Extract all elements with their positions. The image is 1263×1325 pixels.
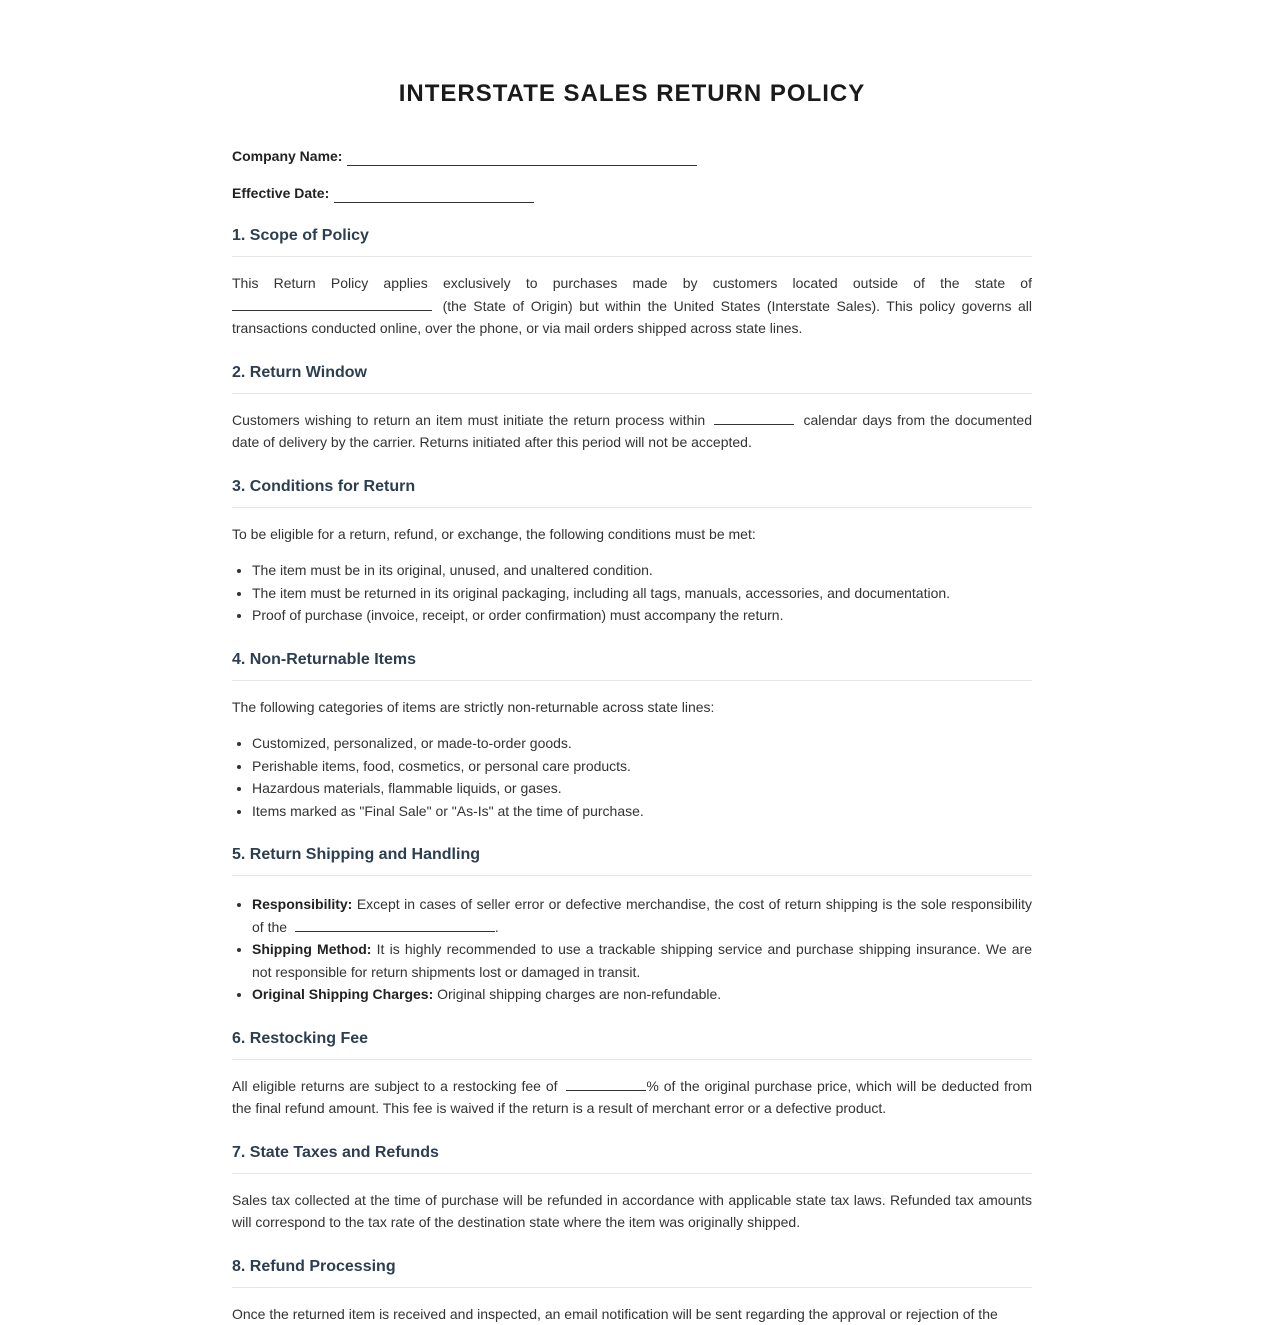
section-heading: 5. Return Shipping and Handling	[232, 845, 1032, 876]
list-item: • Hazardous materials, flammable liquids, or gases.	[252, 777, 1032, 800]
effective-date-field	[232, 183, 1032, 203]
item-label: Shipping Method:	[252, 941, 371, 957]
paragraph-text: Customers wishing to return an item must initiate the return process within	[232, 412, 705, 428]
shipping-list	[232, 893, 1032, 1006]
section-heading: 7. State Taxes and Refunds	[232, 1143, 1032, 1174]
section-paragraph	[232, 272, 1032, 340]
section-paragraph: Once the returned item is received and inspected, an email notification will be sent regarding the approval or rejection of the	[232, 1303, 1032, 1325]
effective-date-label: Effective Date:	[232, 183, 329, 203]
section-heading: 4. Non-Returnable Items	[232, 650, 1032, 681]
company-name-blank[interactable]	[347, 149, 697, 166]
section-heading: 8. Refund Processing	[232, 1257, 1032, 1288]
list-item	[252, 893, 1032, 938]
list-item: • Items marked as "Final Sale" or "As-Is" at the time of purchase.	[252, 800, 1032, 823]
section-intro: The following categories of items are strictly non-returnable across state lines:	[232, 696, 1032, 719]
non-returnable-list	[232, 732, 1032, 822]
document	[232, 0, 1032, 1325]
section-restocking	[232, 1029, 1032, 1120]
return-days-blank[interactable]	[714, 410, 794, 425]
list-item: • Customized, personalized, or made-to-order goods.	[252, 732, 1032, 755]
paragraph-text: (the State of Origin) but within the United States (Interstate Sales). This policy governs all transactions conducted online, over the phone, or via mail orders shipped across state lines.	[232, 298, 1032, 337]
list-item: • Proof of purchase (invoice, receipt, or order confirmation) must accompany the return.	[252, 604, 1032, 627]
section-heading: 6. Restocking Fee	[232, 1029, 1032, 1060]
item-text: It is highly recommended to use a trackable shipping service and purchase shipping insurance. We are not responsible for return shipments lost or damaged in transit.	[252, 941, 1032, 980]
section-scope	[232, 226, 1032, 340]
state-of-origin-blank[interactable]	[232, 296, 432, 311]
list-item: • The item must be returned in its original packaging, including all tags, manuals, accessories, and documentation.	[252, 582, 1032, 605]
list-item: • The item must be in its original, unused, and unaltered condition.	[252, 559, 1032, 582]
paragraph-text: % of the original purchase price, which will be deducted from the final refund amount. This fee is waived if the return is a result of merchant error or a defective product.	[232, 1078, 1032, 1117]
shipping-responsibility-blank[interactable]	[295, 917, 495, 932]
section-paragraph	[232, 409, 1032, 454]
item-text: Except in cases of seller error or defective merchandise, the cost of return shipping is the sole responsibility of the	[252, 896, 1032, 935]
section-heading: 2. Return Window	[232, 363, 1032, 394]
item-label: Original Shipping Charges:	[252, 986, 433, 1002]
item-label: Responsibility:	[252, 896, 352, 912]
company-name-label: Company Name:	[232, 146, 342, 166]
restocking-fee-blank[interactable]	[566, 1076, 646, 1091]
paragraph-text: All eligible returns are subject to a restocking fee of	[232, 1078, 558, 1094]
section-taxes	[232, 1143, 1032, 1234]
item-text: Original shipping charges are non-refundable.	[437, 986, 721, 1002]
section-refund-processing	[232, 1257, 1032, 1325]
item-tail: .	[495, 919, 499, 935]
effective-date-blank[interactable]	[334, 186, 534, 203]
list-item	[252, 938, 1032, 983]
conditions-list	[232, 559, 1032, 627]
section-heading: 3. Conditions for Return	[232, 477, 1032, 508]
section-intro: To be eligible for a return, refund, or exchange, the following conditions must be met:	[232, 523, 1032, 546]
section-conditions	[232, 477, 1032, 627]
paragraph-text: This Return Policy applies exclusively to purchases made by customers located outside of the state of	[232, 275, 1032, 291]
paragraph-text: calendar days from the documented date of delivery by the carrier. Returns initiated after this period will not be accepted.	[232, 412, 1032, 451]
list-item	[252, 983, 1032, 1006]
section-shipping	[232, 845, 1032, 1006]
section-paragraph	[232, 1075, 1032, 1120]
section-heading: 1. Scope of Policy	[232, 226, 1032, 257]
document-title: INTERSTATE SALES RETURN POLICY	[232, 78, 1032, 110]
company-name-field	[232, 146, 1032, 166]
section-paragraph: Sales tax collected at the time of purchase will be refunded in accordance with applicable state tax laws. Refunded tax amounts will correspond to the tax rate of the destination state where the item was originally shipped.	[232, 1189, 1032, 1234]
section-return-window	[232, 363, 1032, 454]
list-item: • Perishable items, food, cosmetics, or personal care products.	[252, 755, 1032, 778]
section-non-returnable	[232, 650, 1032, 823]
